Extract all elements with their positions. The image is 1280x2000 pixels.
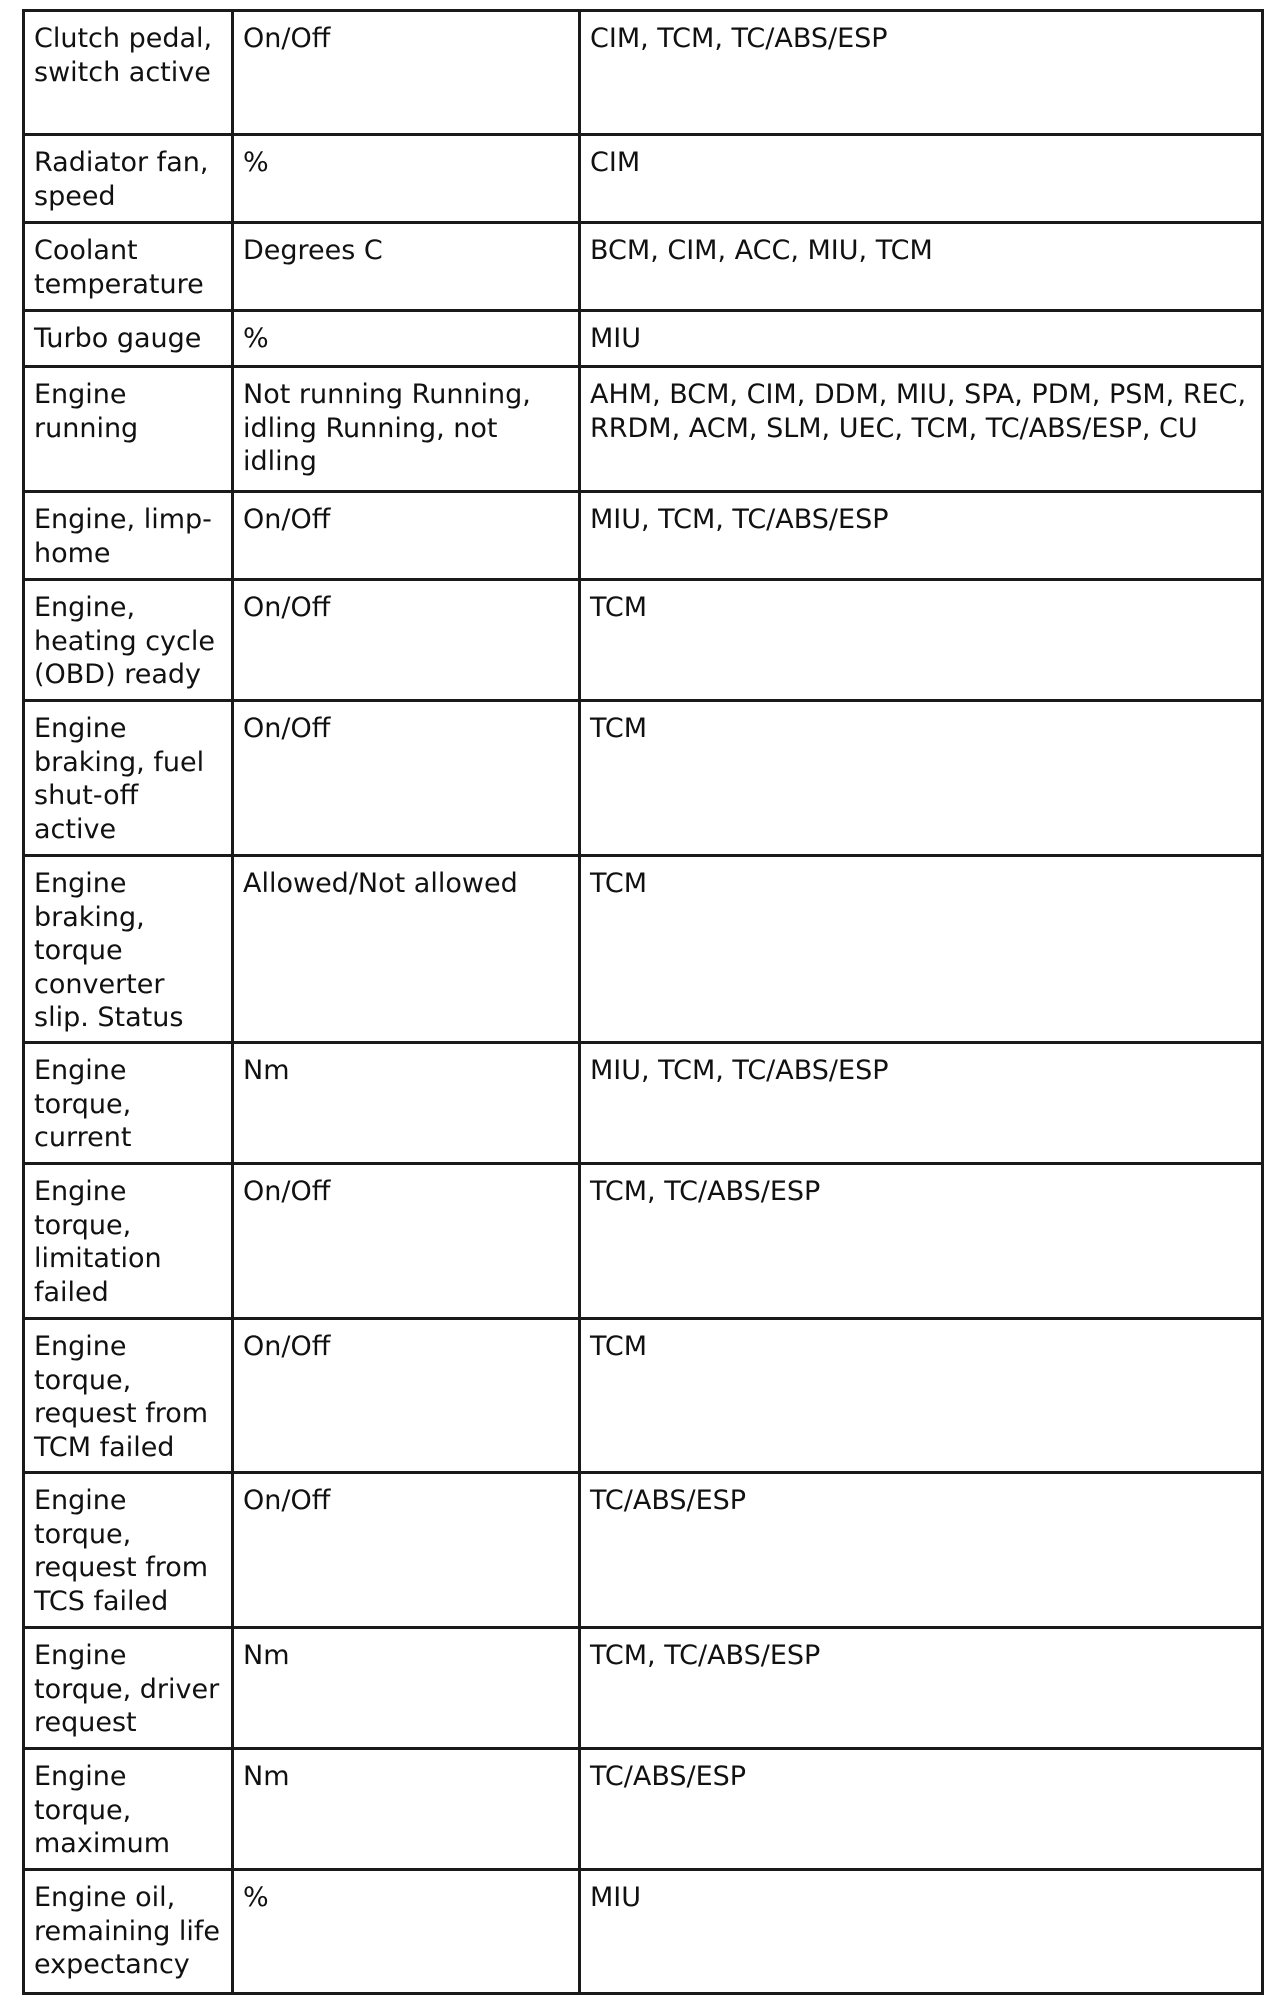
table-row [24,223,1263,311]
signal-name-cell: Clutch pedal, switch active [24,11,233,135]
modules-cell: TC/ABS/ESP [580,1473,1263,1628]
modules-cell: AHM, BCM, CIM, DDM, MIU, SPA, PDM, PSM, REC, RRDM, ACM, SLM, UEC, TCM, TC/ABS/ESP, CU [580,367,1263,492]
table-row [24,11,1263,135]
signal-values-cell: Degrees C [233,223,580,311]
table-row [24,1043,1263,1164]
table-row [24,856,1263,1043]
signal-values-cell: % [233,1870,580,1994]
signal-name-cell: Engine running [24,367,233,492]
table-row [24,135,1263,223]
modules-cell: MIU, TCM, TC/ABS/ESP [580,492,1263,580]
signal-name-cell: Engine torque, request from TCM failed [24,1319,233,1473]
table-row [24,311,1263,367]
signal-table [22,9,1264,1995]
signal-name-cell: Engine, heating cycle (OBD) ready [24,580,233,701]
signal-values-cell: Nm [233,1749,580,1870]
modules-cell: TC/ABS/ESP [580,1749,1263,1870]
modules-cell: TCM [580,856,1263,1043]
signal-values-cell: % [233,135,580,223]
signal-name-cell: Engine braking, torque converter slip. Status [24,856,233,1043]
signal-values-cell: On/Off [233,1473,580,1628]
modules-cell: MIU [580,1870,1263,1994]
modules-cell: TCM, TC/ABS/ESP [580,1164,1263,1319]
table-row [24,1749,1263,1870]
table-row [24,1628,1263,1749]
signal-name-cell: Engine torque, request from TCS failed [24,1473,233,1628]
signal-values-cell: % [233,311,580,367]
modules-cell: MIU [580,311,1263,367]
modules-cell: TCM, TC/ABS/ESP [580,1628,1263,1749]
modules-cell: BCM, CIM, ACC, MIU, TCM [580,223,1263,311]
table-row [24,492,1263,580]
modules-cell: TCM [580,1319,1263,1473]
signal-name-cell: Engine oil, remaining life expectancy [24,1870,233,1994]
table-row [24,1319,1263,1473]
signal-name-cell: Engine torque, driver request [24,1628,233,1749]
signal-values-cell: On/Off [233,701,580,856]
signal-name-cell: Coolant temperature [24,223,233,311]
signal-name-cell: Engine, limp-home [24,492,233,580]
signal-name-cell: Engine torque, current [24,1043,233,1164]
signal-values-cell: Allowed/Not allowed [233,856,580,1043]
table-row [24,1164,1263,1319]
signal-name-cell: Engine braking, fuel shut-off active [24,701,233,856]
signal-values-cell: Not running Running, idling Running, not idling [233,367,580,492]
table-row [24,701,1263,856]
modules-cell: MIU, TCM, TC/ABS/ESP [580,1043,1263,1164]
signal-values-cell: On/Off [233,580,580,701]
signal-name-cell: Turbo gauge [24,311,233,367]
modules-cell: CIM [580,135,1263,223]
signal-values-cell: On/Off [233,492,580,580]
signal-values-cell: On/Off [233,11,580,135]
signal-name-cell: Engine torque, maximum [24,1749,233,1870]
signal-values-cell: Nm [233,1628,580,1749]
modules-cell: CIM, TCM, TC/ABS/ESP [580,11,1263,135]
table-row [24,580,1263,701]
table-row [24,1870,1263,1994]
modules-cell: TCM [580,580,1263,701]
modules-cell: TCM [580,701,1263,856]
signal-values-cell: Nm [233,1043,580,1164]
signal-name-cell: Engine torque, limitation failed [24,1164,233,1319]
signal-values-cell: On/Off [233,1164,580,1319]
table-row [24,1473,1263,1628]
signal-name-cell: Radiator fan, speed [24,135,233,223]
signal-values-cell: On/Off [233,1319,580,1473]
table-row [24,367,1263,492]
